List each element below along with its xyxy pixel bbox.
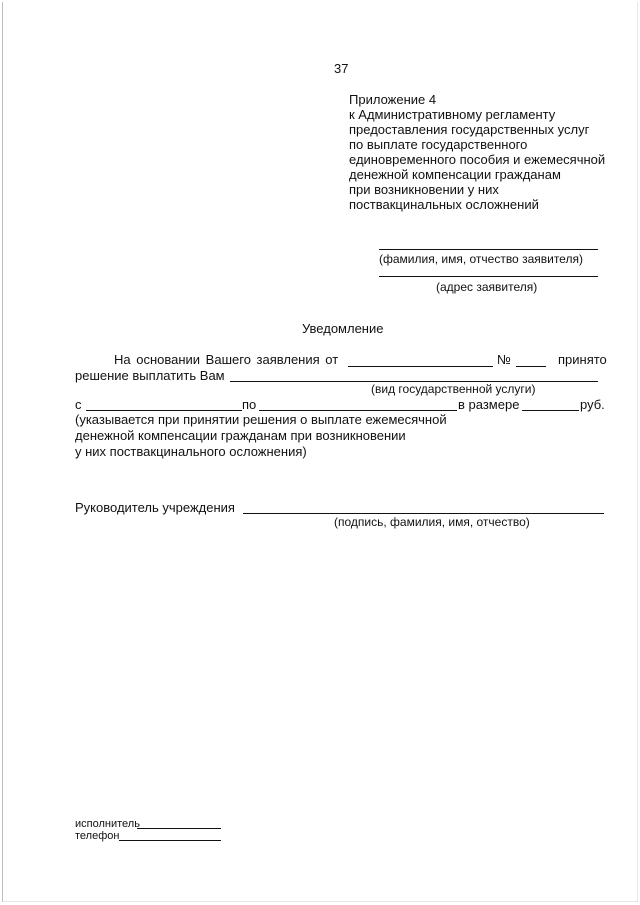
- signature-field[interactable]: [243, 513, 604, 514]
- explanatory-note: [75, 412, 447, 460]
- signature-label: Руководитель учреждения: [75, 500, 235, 515]
- note-line: денежной компенсации гражданам при возникновении: [75, 428, 406, 443]
- appendix-line: денежной компенсации гражданам: [349, 167, 561, 182]
- amount-label: в размере: [458, 397, 520, 412]
- appendix-line: поствакцинальных осложнений: [349, 197, 539, 212]
- decision-text: решение выплатить Вам: [75, 368, 225, 383]
- signature-caption: (подпись, фамилия, имя, отчество): [334, 515, 530, 529]
- applicant-name-caption: (фамилия, имя, отчество заявителя): [379, 252, 583, 266]
- applicant-address-line[interactable]: [379, 276, 598, 277]
- application-date-field[interactable]: [348, 366, 493, 367]
- executor-field[interactable]: [137, 828, 221, 829]
- appendix-line: к Административному регламенту: [349, 107, 556, 122]
- note-line: у них поствакцинального осложнения): [75, 444, 307, 459]
- application-number-field[interactable]: [516, 366, 546, 367]
- from-date-field[interactable]: [86, 410, 242, 411]
- to-label: по: [242, 397, 257, 412]
- appendix-line: при возникновении у них: [349, 182, 499, 197]
- appendix-line: по выплате государственного: [349, 137, 528, 152]
- appendix-line: единовременного пособия и ежемесячной: [349, 152, 606, 167]
- applicant-name-line[interactable]: [379, 249, 598, 250]
- number-label: №: [497, 352, 511, 367]
- accepted-text: принято: [558, 352, 607, 367]
- appendix-line: предоставления государственных услуг: [349, 122, 590, 137]
- service-caption: (вид государственной услуги): [371, 382, 536, 396]
- amount-field[interactable]: [522, 410, 579, 411]
- currency-label: руб.: [580, 397, 605, 412]
- document-title: Уведомление: [302, 321, 384, 336]
- phone-field[interactable]: [119, 840, 221, 841]
- from-label: с: [75, 397, 82, 412]
- appendix-header: [349, 92, 605, 212]
- applicant-address-caption: (адрес заявителя): [436, 280, 538, 294]
- to-date-field[interactable]: [259, 410, 457, 411]
- note-line: (указывается при принятии решения о выплате ежемесячной: [75, 412, 447, 427]
- appendix-line: Приложение 4: [349, 92, 437, 107]
- executor-label: исполнитель: [75, 818, 140, 830]
- page-number: 37: [334, 61, 349, 76]
- phone-label: телефон: [75, 830, 120, 842]
- intro-text: На основании Вашего заявления от: [114, 352, 339, 367]
